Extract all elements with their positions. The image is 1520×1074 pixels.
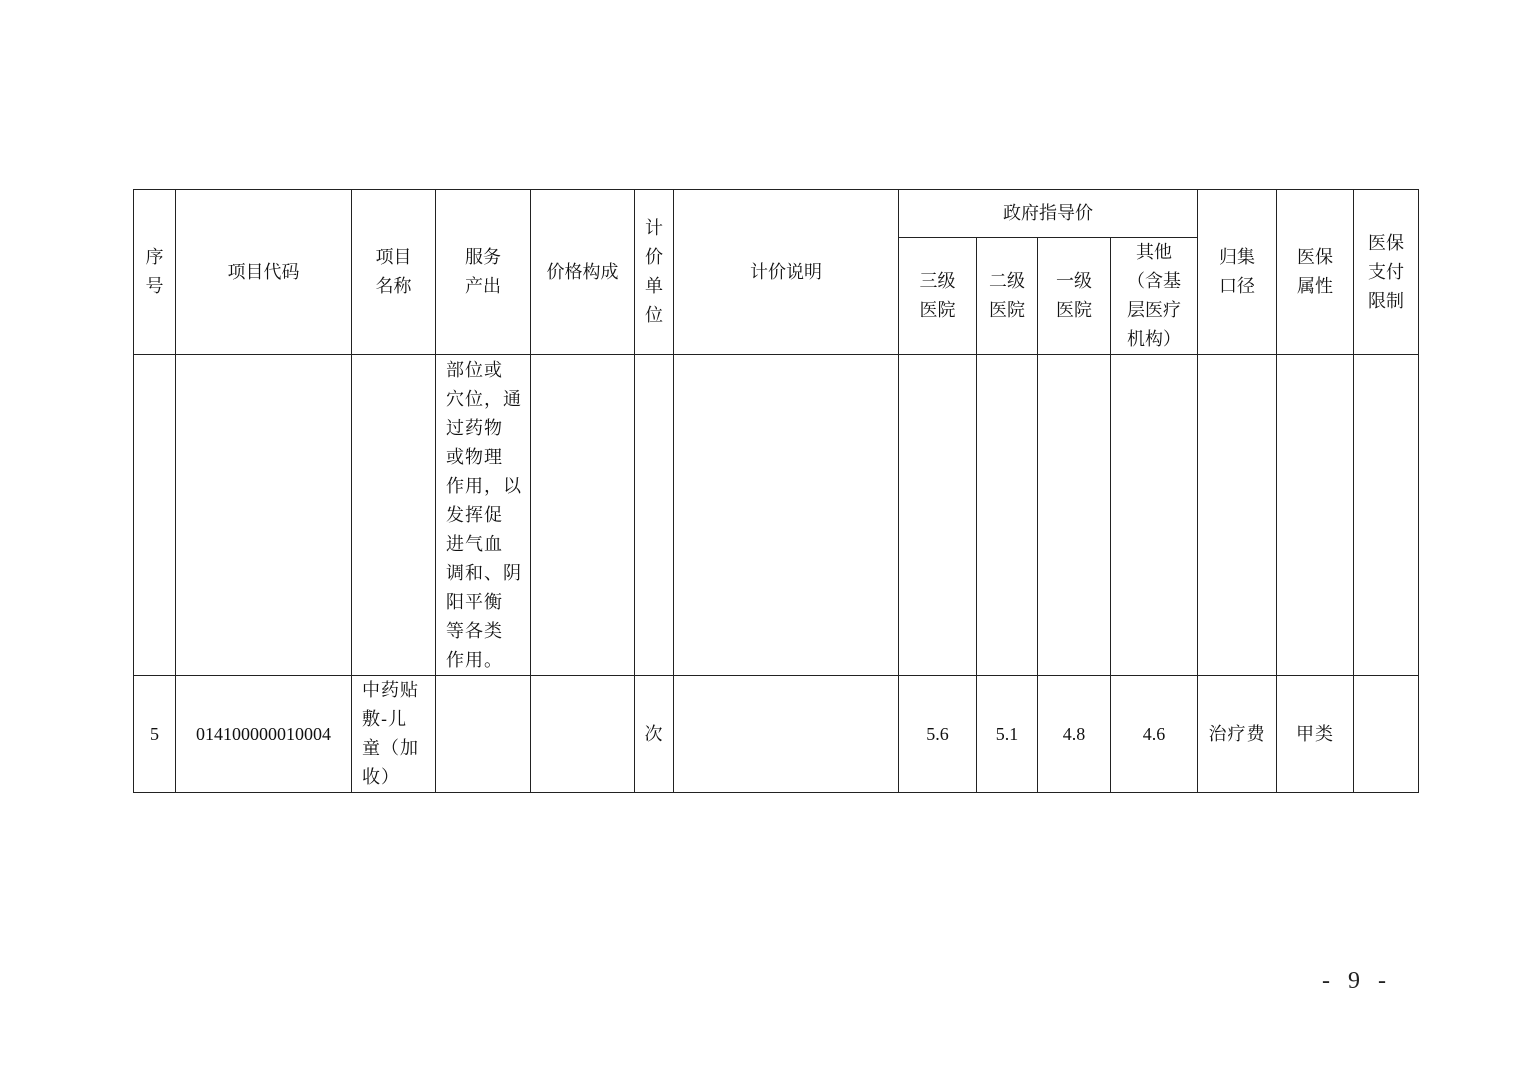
cell-price-composition — [531, 676, 635, 793]
header-tier1: 一级 医院 — [1038, 238, 1111, 355]
price-table — [133, 189, 1419, 793]
cell-output-continued: 部位或 穴位，通 过药物 或物理 作用，以 发挥促 进气血 调和、阴 阳平衡 等各类 作用。 — [436, 355, 531, 676]
cell-unit: 次 — [635, 676, 674, 793]
cell-empty — [1354, 355, 1419, 676]
cell-empty — [1111, 355, 1198, 676]
cell-tier3-price: 5.6 — [899, 676, 977, 793]
cell-category: 治疗费 — [1198, 676, 1277, 793]
cell-output — [436, 676, 531, 793]
header-seq: 序 号 — [134, 190, 176, 355]
header-tier3: 三级 医院 — [899, 238, 977, 355]
cell-empty — [674, 355, 899, 676]
header-pricing-note: 计价说明 — [674, 190, 899, 355]
cell-empty — [1277, 355, 1354, 676]
table-row — [134, 676, 1419, 793]
header-category: 归集 口径 — [1198, 190, 1277, 355]
cell-empty — [1198, 355, 1277, 676]
cell-empty — [352, 355, 436, 676]
header-row-1 — [134, 190, 1419, 238]
cell-tier1-price: 4.8 — [1038, 676, 1111, 793]
header-price-composition: 价格构成 — [531, 190, 635, 355]
header-other: 其他 （含基 层医疗 机构） — [1111, 238, 1198, 355]
header-output: 服务 产出 — [436, 190, 531, 355]
header-insurance-limit: 医保 支付 限制 — [1354, 190, 1419, 355]
cell-seq: 5 — [134, 676, 176, 793]
page-number: - 9 - — [1322, 968, 1392, 994]
header-tier2: 二级 医院 — [977, 238, 1038, 355]
continuation-row — [134, 355, 1419, 676]
cell-empty — [635, 355, 674, 676]
cell-insurance-limit — [1354, 676, 1419, 793]
header-insurance-attr: 医保 属性 — [1277, 190, 1354, 355]
cell-empty — [977, 355, 1038, 676]
cell-empty — [1038, 355, 1111, 676]
header-name: 项目 名称 — [352, 190, 436, 355]
cell-empty — [134, 355, 176, 676]
cell-other-price: 4.6 — [1111, 676, 1198, 793]
header-unit: 计 价 单 位 — [635, 190, 674, 355]
cell-empty — [176, 355, 352, 676]
cell-empty — [531, 355, 635, 676]
header-code: 项目代码 — [176, 190, 352, 355]
cell-code: 014100000010004 — [176, 676, 352, 793]
cell-name: 中药贴 敷-儿 童（加 收） — [352, 676, 436, 793]
cell-tier2-price: 5.1 — [977, 676, 1038, 793]
cell-empty — [899, 355, 977, 676]
cell-insurance-attr: 甲类 — [1277, 676, 1354, 793]
cell-pricing-note — [674, 676, 899, 793]
header-gov-price: 政府指导价 — [899, 190, 1198, 238]
